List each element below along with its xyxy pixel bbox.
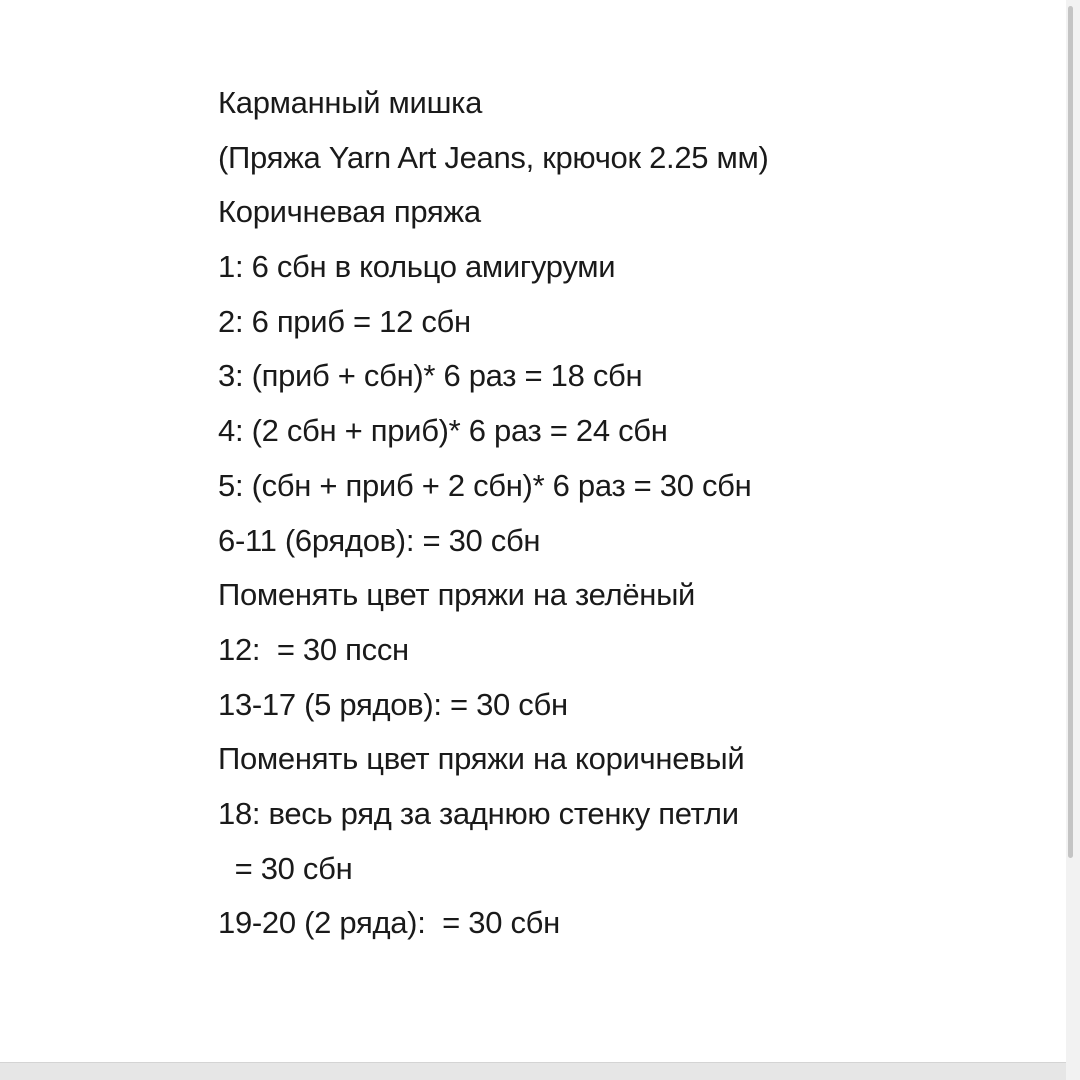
color-line: Коричневая пряжа [218,194,481,230]
materials-line: (Пряжа Yarn Art Jeans, крючок 2.25 мм) [218,139,769,175]
row-line: 2: 6 приб = 12 сбн [218,303,471,339]
row-line: 12: = 30 пссн [218,631,409,667]
row-continuation-line: = 30 сбн [218,850,353,886]
row-line: 13-17 (5 рядов): = 30 сбн [218,686,568,722]
row-line: 6-11 (6рядов): = 30 сбн [218,522,541,558]
color-change-line: Поменять цвет пряжи на зелёный [218,577,696,613]
row-line: 1: 6 сбн в кольцо амигуруми [218,249,616,285]
row-line: 5: (сбн + приб + 2 сбн)* 6 раз = 30 сбн [218,467,752,503]
color-change-line: Поменять цвет пряжи на коричневый [218,741,745,777]
row-line: 19-20 (2 ряда): = 30 сбн [218,905,560,941]
pattern-text [218,76,769,951]
title-line: Карманный мишка [218,85,483,120]
row-line: 4: (2 сбн + приб)* 6 раз = 24 сбн [218,413,668,449]
scrollbar-thumb[interactable] [1068,6,1073,858]
row-line: 18: весь ряд за заднюю стенку петли [218,795,739,831]
row-line: 3: (приб + сбн)* 6 раз = 18 сбн [218,358,643,394]
